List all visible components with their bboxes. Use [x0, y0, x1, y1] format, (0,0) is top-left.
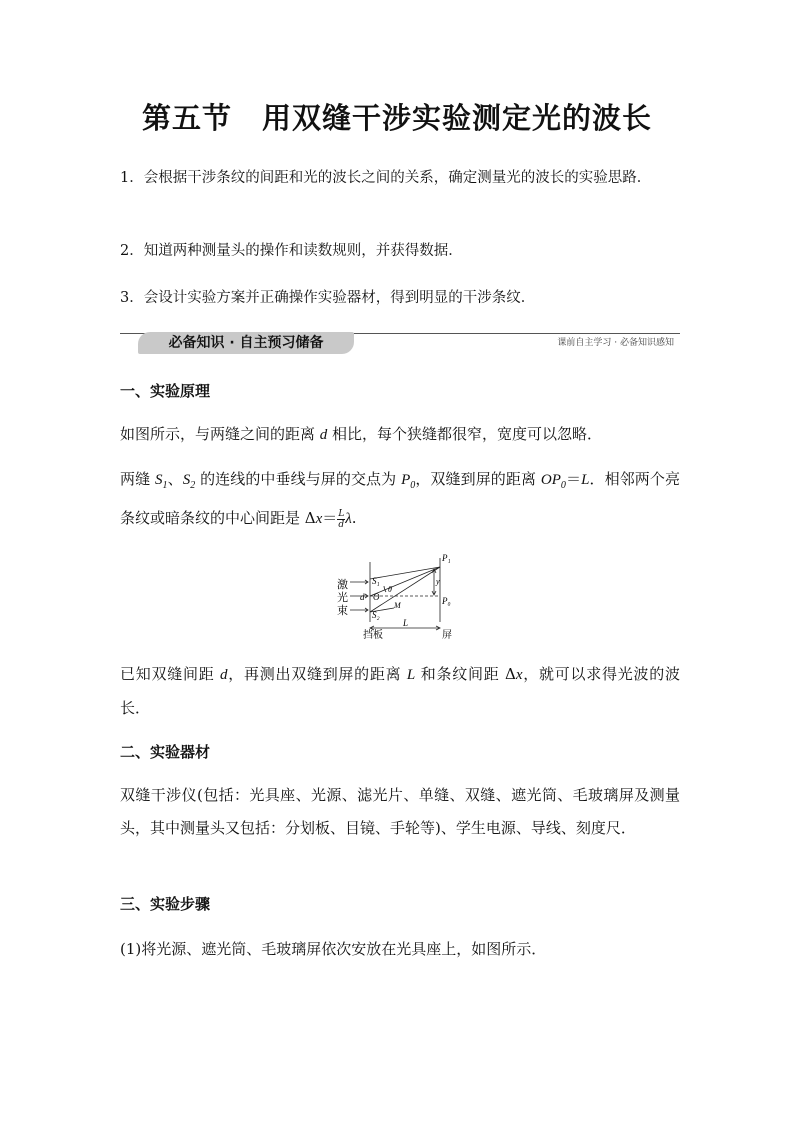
label-theta: θ — [388, 585, 392, 594]
objective-2: 2．知道两种测量头的操作和读数规则，并获得数据． — [120, 243, 463, 259]
fraction-L-over-d: $\frac{L}{d}$ — [338, 508, 345, 530]
section-heading-steps: 三、实验步骤 — [120, 895, 211, 913]
text: 相比，每个狭缝都很窄，宽度可以忽略． — [327, 425, 603, 443]
principle-paragraph-1 — [120, 418, 680, 452]
laser-label-1: 激 — [337, 578, 348, 591]
var-lambda: λ — [345, 511, 352, 527]
text: 和条纹间距 — [415, 665, 506, 683]
var-d: d — [319, 427, 328, 443]
var-p0: $P_0$ — [401, 472, 416, 491]
label-y: y — [436, 577, 440, 586]
var-s2: $S_2$ — [182, 472, 196, 491]
var-L: L — [406, 667, 416, 683]
label-screen: 屏 — [442, 630, 452, 641]
var-x: x — [515, 667, 523, 683]
banner-subtitle: 课前自主学习 · 必备知识感知 — [557, 338, 674, 348]
section-heading-equipment: 二、实验器材 — [120, 743, 211, 761]
label-baffle: 挡板 — [363, 630, 383, 641]
label-P1: P₁ — [442, 553, 451, 563]
text: ，再测出双缝到屏的距离 — [227, 665, 407, 683]
text: 已知双缝间距 — [120, 665, 220, 683]
text: ，就可以求得光波的波长． — [120, 665, 680, 717]
label-s1: S₁ — [372, 576, 380, 586]
label-s2: S₂ — [372, 610, 380, 620]
var-op0: $OP_0$ — [540, 472, 566, 491]
banner-label: 必备知识 · 自主预习储备 — [138, 332, 354, 354]
label-P0: P₀ — [442, 596, 451, 606]
var-L: L — [581, 472, 590, 488]
label-O: O — [373, 592, 380, 602]
double-slit-diagram — [330, 548, 470, 640]
text: 两缝 — [120, 470, 156, 488]
text: ．相邻两个亮条纹或暗条纹的中心间距是 — [120, 470, 680, 527]
text: ，双缝到屏的距离 — [415, 470, 541, 488]
var-x: x — [315, 511, 323, 527]
laser-label-2: 光 — [337, 591, 348, 604]
label-L: L — [403, 618, 409, 628]
label-d: d — [360, 592, 365, 602]
section-heading-principle: 一、实验原理 — [120, 382, 211, 400]
step-1: (1)将光源、遮光筒、毛玻璃屏依次安放在光具座上，如图所示． — [120, 940, 547, 958]
equipment-paragraph: 双缝干涉仪(包括：光具座、光源、滤光片、单缝、双缝、遮光筒、毛玻璃屏及测量头，其中测量头又包括：分划板、目镜、手轮等)、学生电源、导线、刻度尺． — [120, 786, 680, 837]
section-banner — [120, 330, 680, 356]
principle-paragraph-3: 已知双缝间距 d，再测出双缝到屏的距离 L 和条纹间距 Δx，就可以求得光波的波长． — [120, 665, 680, 717]
var-s1: $S_1$ — [155, 472, 168, 491]
text: 的连线的中垂线与屏的交点为 — [195, 470, 402, 488]
principle-paragraph-2: 两缝 $S_1$、$S_2$ 的连线的中垂线与屏的交点为 $P_0$，双缝到屏的距离 $OP_0=L$．相邻两个亮条纹或暗条纹的中心间距是 Δx＝ $\frac{L}{d}$ λ. — [120, 470, 680, 530]
var-d: d — [219, 667, 228, 683]
label-M: M — [394, 601, 401, 610]
text: 如图所示，与两缝之间的距离 — [120, 425, 320, 443]
objective-1: 1．会根据干涉条纹的间距和光的波长之间的关系，确定测量光的波长的实验思路． — [120, 170, 652, 186]
diagram-svg — [330, 548, 470, 640]
laser-label-3: 束 — [337, 604, 348, 617]
page-title: 第五节 用双缝干涉实验测定光的波长 — [141, 101, 652, 135]
objective-3: 3．会设计实验方案并正确操作实验器材，得到明显的干涉条纹． — [120, 290, 536, 306]
